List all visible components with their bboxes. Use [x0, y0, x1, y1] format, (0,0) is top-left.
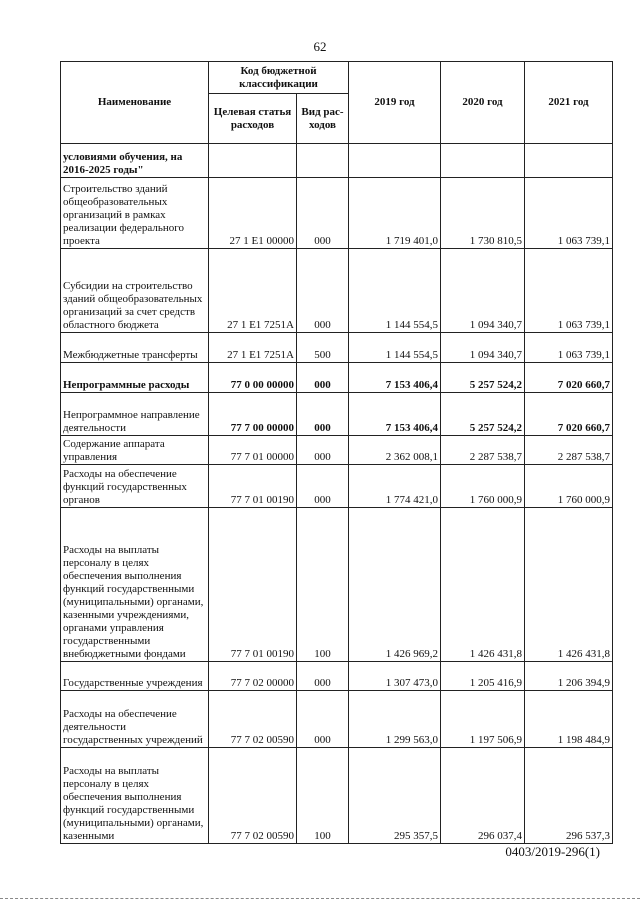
row-code: 77 7 01 00000: [209, 436, 297, 465]
row-2021: 7 020 660,7: [525, 393, 613, 436]
row-name: Непрограммное направление деятельности: [61, 393, 209, 436]
row-2021: 1 206 394,9: [525, 662, 613, 691]
row-name: Расходы на обеспечение деятельности государственных учреждений: [61, 691, 209, 748]
row-code: [209, 144, 297, 178]
row-type: 000: [297, 393, 349, 436]
row-type: 000: [297, 363, 349, 393]
row-2019: 7 153 406,4: [349, 393, 441, 436]
row-2020: 1 760 000,9: [441, 465, 525, 508]
header-2021: 2021 год: [525, 62, 613, 144]
header-name: Наименование: [61, 62, 209, 144]
row-type: 000: [297, 249, 349, 333]
table-row: [61, 144, 613, 178]
page-number: 62: [313, 39, 327, 54]
row-2020: 1 426 431,8: [441, 508, 525, 662]
row-name: Расходы на обеспечение функций государственных органов: [61, 465, 209, 508]
row-code: 77 7 01 00190: [209, 465, 297, 508]
row-name: Содержание аппарата управления: [61, 436, 209, 465]
table-row: [61, 465, 613, 508]
row-2021: 1 063 739,1: [525, 333, 613, 363]
table-row: [61, 662, 613, 691]
row-code: 27 1 E1 7251А: [209, 249, 297, 333]
row-2020: 2 287 538,7: [441, 436, 525, 465]
row-2019: 1 719 401,0: [349, 178, 441, 249]
row-2021: 1 063 739,1: [525, 249, 613, 333]
row-type: 000: [297, 465, 349, 508]
table-row: [61, 178, 613, 249]
row-type: 000: [297, 662, 349, 691]
row-type: [297, 144, 349, 178]
row-2021: 1 426 431,8: [525, 508, 613, 662]
row-2020: 1 205 416,9: [441, 662, 525, 691]
row-2021: [525, 144, 613, 178]
row-2020: 1 730 810,5: [441, 178, 525, 249]
table-row: [61, 691, 613, 748]
row-code: 27 1 E1 00000: [209, 178, 297, 249]
row-2020: 1 094 340,7: [441, 249, 525, 333]
header-2020: 2020 год: [441, 62, 525, 144]
table-row: [61, 436, 613, 465]
row-type: 100: [297, 748, 349, 844]
row-code: 77 7 02 00590: [209, 748, 297, 844]
row-2020: 5 257 524,2: [441, 363, 525, 393]
row-type: 100: [297, 508, 349, 662]
row-2019: 1 426 969,2: [349, 508, 441, 662]
row-2019: 1 299 563,0: [349, 691, 441, 748]
row-code: 77 7 02 00590: [209, 691, 297, 748]
row-2019: 1 307 473,0: [349, 662, 441, 691]
row-2019: 2 362 008,1: [349, 436, 441, 465]
row-2019: 1 774 421,0: [349, 465, 441, 508]
header-target: Целевая статья расходов: [209, 94, 297, 144]
header-code-group: Код бюджетной классификации: [209, 62, 349, 94]
table-row: [61, 333, 613, 363]
row-2020: 296 037,4: [441, 748, 525, 844]
row-type: 500: [297, 333, 349, 363]
row-code: 77 0 00 00000: [209, 363, 297, 393]
row-name: Расходы на выплаты персоналу в целях обеспечения выполнения функций государственными (муниципальными) органами, казенными: [61, 748, 209, 844]
row-2020: 1 197 506,9: [441, 691, 525, 748]
row-2021: 7 020 660,7: [525, 363, 613, 393]
header-type: Вид рас-ходов: [297, 94, 349, 144]
row-name: Непрограммные расходы: [61, 363, 209, 393]
budget-table: [60, 61, 613, 844]
row-2021: 1 198 484,9: [525, 691, 613, 748]
row-2019: [349, 144, 441, 178]
row-2019: 295 357,5: [349, 748, 441, 844]
row-2020: 1 094 340,7: [441, 333, 525, 363]
row-code: 77 7 00 00000: [209, 393, 297, 436]
table-row: [61, 393, 613, 436]
row-2021: 2 287 538,7: [525, 436, 613, 465]
row-name: условиями обучения, на 2016-2025 годы": [61, 144, 209, 178]
row-2020: [441, 144, 525, 178]
row-2019: 1 144 554,5: [349, 249, 441, 333]
row-2021: 296 537,3: [525, 748, 613, 844]
bottom-divider: [0, 898, 640, 899]
row-name: Государственные учреждения: [61, 662, 209, 691]
row-2021: 1 760 000,9: [525, 465, 613, 508]
header-2019: 2019 год: [349, 62, 441, 144]
table-row: [61, 363, 613, 393]
row-code: 77 7 01 00190: [209, 508, 297, 662]
table-row: [61, 748, 613, 844]
row-name: Расходы на выплаты персоналу в целях обеспечения выполнения функций государственными (муниципальными) органами, казенными учреждениями, органами управления государственными внебюджетными фондами: [61, 508, 209, 662]
row-2019: 1 144 554,5: [349, 333, 441, 363]
row-type: 000: [297, 436, 349, 465]
document-code: 0403/2019-296(1): [505, 844, 600, 859]
row-2019: 7 153 406,4: [349, 363, 441, 393]
row-name: Субсидии на строительство зданий общеобразовательных организаций за счет средств областного бюджета: [61, 249, 209, 333]
row-code: 27 1 E1 7251А: [209, 333, 297, 363]
row-code: 77 7 02 00000: [209, 662, 297, 691]
table-row: [61, 249, 613, 333]
row-2020: 5 257 524,2: [441, 393, 525, 436]
row-type: 000: [297, 691, 349, 748]
table-row: [61, 508, 613, 662]
row-type: 000: [297, 178, 349, 249]
row-name: Строительство зданий общеобразовательных организаций в рамках реализации федерального проекта: [61, 178, 209, 249]
row-2021: 1 063 739,1: [525, 178, 613, 249]
row-name: Межбюджетные трансферты: [61, 333, 209, 363]
